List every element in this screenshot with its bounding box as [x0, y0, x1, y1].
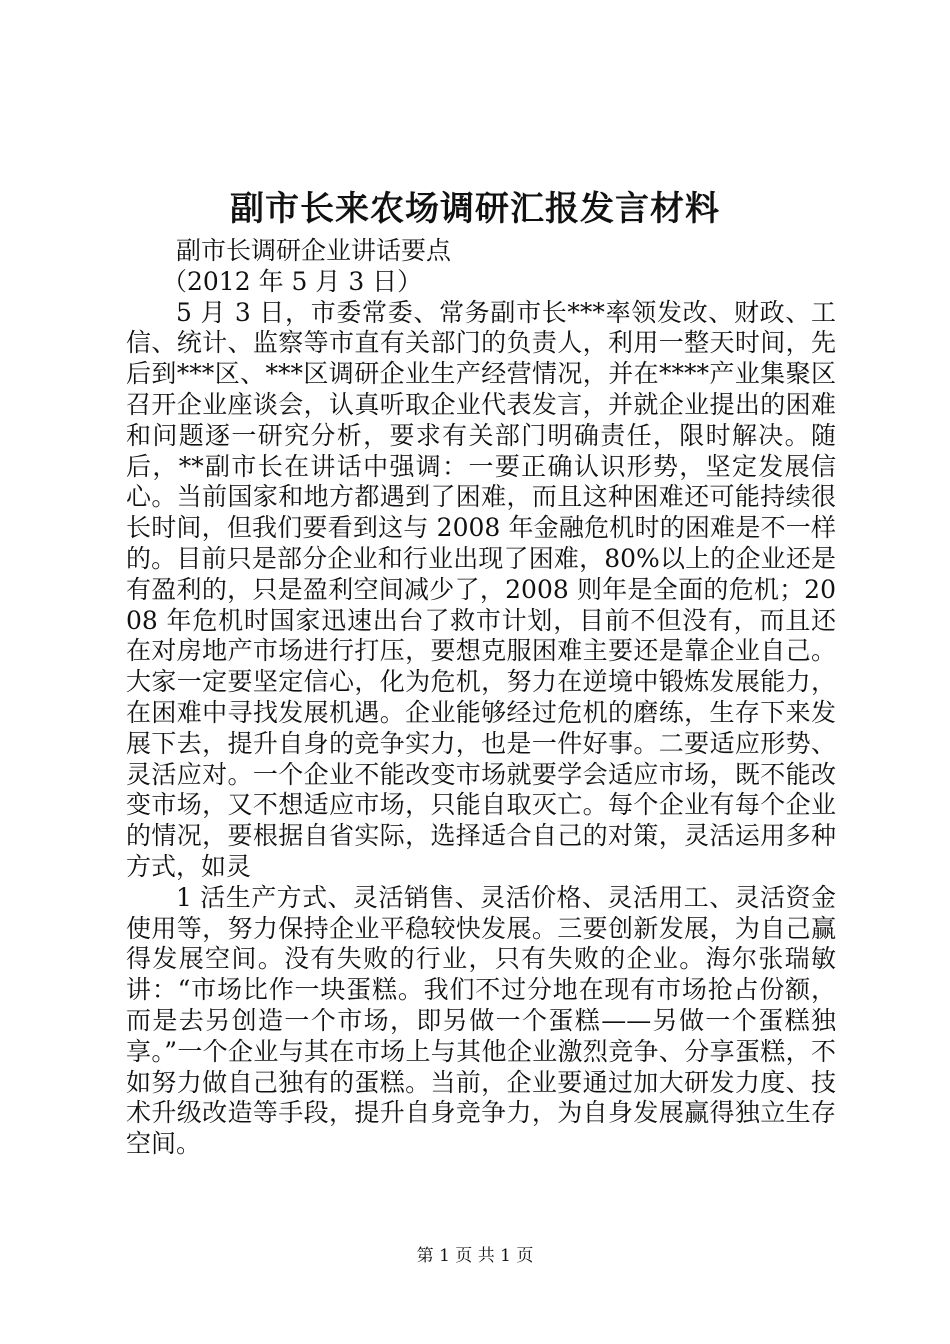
document-body	[126, 236, 836, 1160]
date-line: （2012 年 5 月 3 日）	[162, 266, 423, 296]
paragraph-1: 5 月 3 日，市委常委、常务副市长***率领发改、财政、工信、统计、监察等市直有关部门的负责人，利用一整天时间，先后到***区、***区调研企业生产经营情况，并在****产业集聚区召开企业座谈会，认真听取企业代表发言，并就企业提出的困难和问题逐一研究分析，要求有关部门明确责任，限时解决。随后，**副市长在讲话中强调：一要正确认识形势，坚定发展信心。当前国家和地方都遇到了困难，而且这种困难还可能持续很长时间，但我们要看到这与 2008 年金融危机时的困难是不一样的。目前只是部分企业和行业出现了困难，80%以上的企业还是有盈利的，只是盈利空间减少了，2008 则年是全面的危机；2008 年危机时国家迅速出台了救市计划，目前不但没有，而且还在对房地产市场进行打压，要想克服困难主要还是靠企业自己。大家一定要坚定信心，化为危机，努力在逆境中锻炼发展能力，在困难中寻找发展机遇。企业能够经过危机的磨练，生存下来发展下去，提升自身的竞争实力，也是一件好事。二要适应形势、灵活应对。一个企业不能改变市场就要学会适应市场，既不能改变市场，又不想适应市场，只能自取灭亡。每个企业有每个企业的情况，要根据自省实际，选择适合自己的对策，灵活运用多种方式，如灵	[126, 297, 836, 881]
paragraph-2: 1 活生产方式、灵活销售、灵活价格、灵活用工、灵活资金使用等，努力保持企业平稳较快发展。三要创新发展，为自己赢得发展空间。没有失败的行业，只有失败的企业。海尔张瑞敏讲：“市场比作一块蛋糕。我们不过分地在现有市场抢占份额，而是去另创造一个市场，即另做一个蛋糕——另做一个蛋糕独享。”一个企业与其在市场上与其他企业激烈竞争、分享蛋糕，不如努力做自己独有的蛋糕。当前，企业要通过加大研发力度、技术升级改造等手段，提升自身竞争力，为自身发展赢得独立生存空间。	[126, 882, 836, 1159]
page-footer: 第 1 页 共 1 页	[416, 1246, 534, 1266]
document-title: 副市长来农场调研汇报发言材料	[230, 189, 720, 229]
subtitle: 副市长调研企业讲话要点	[176, 236, 452, 265]
